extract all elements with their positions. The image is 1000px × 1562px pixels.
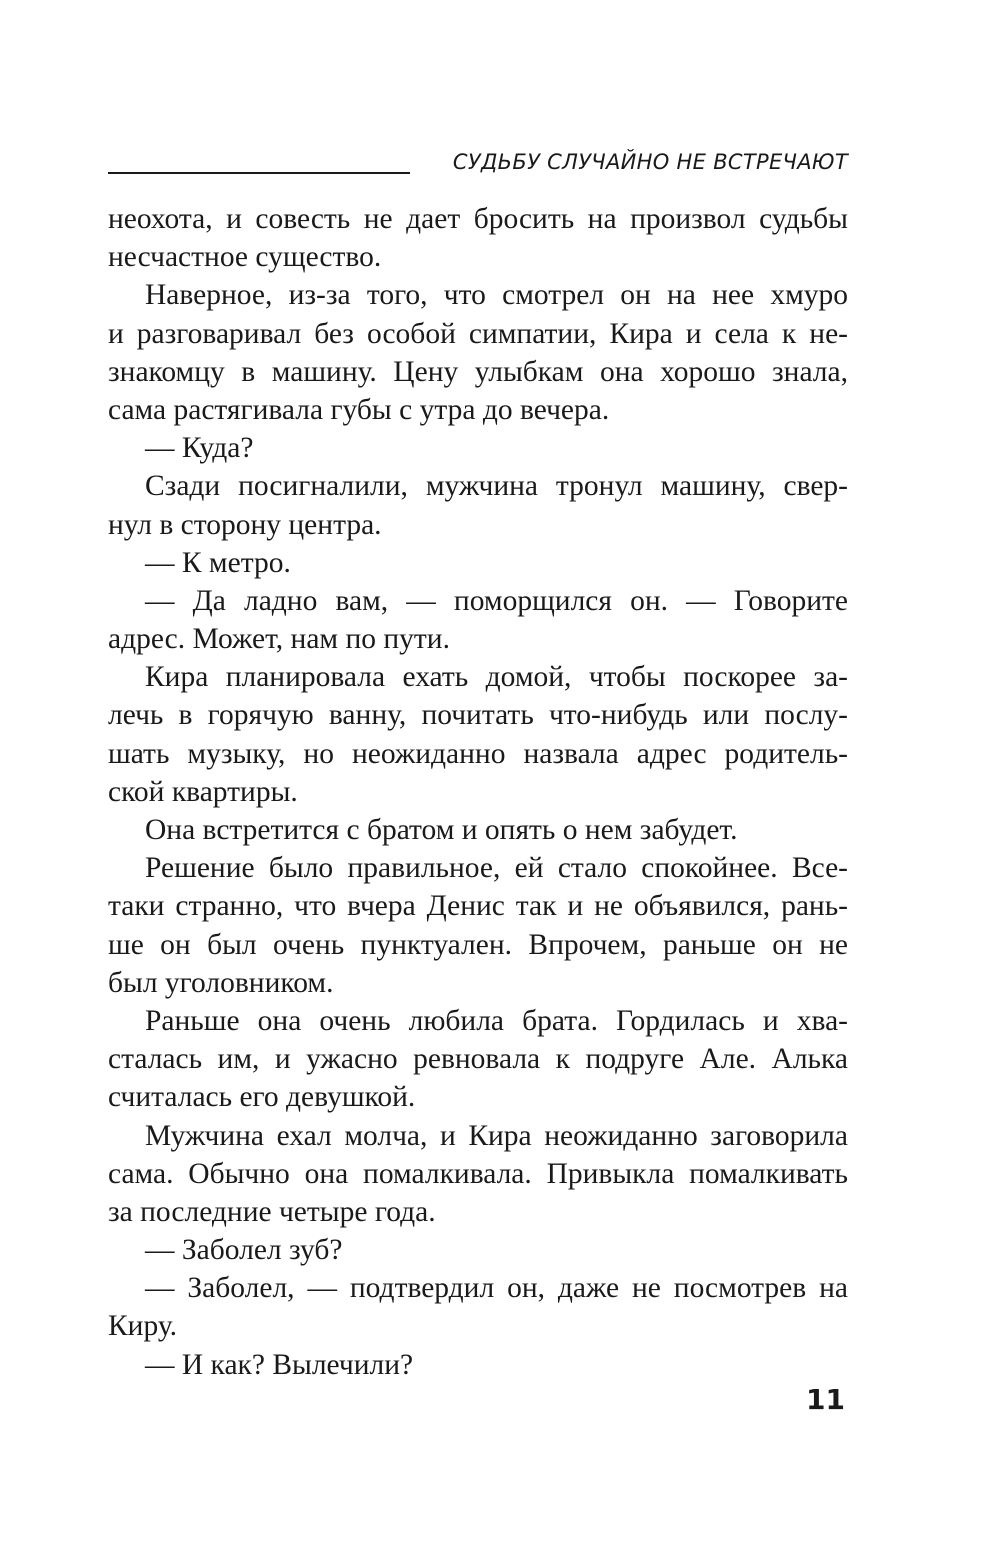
text-line: за последние четыре года.: [108, 1195, 436, 1228]
text-line: — Заболел зуб?: [145, 1234, 343, 1267]
running-header: [108, 148, 848, 178]
text-line: считалась его девушкой.: [108, 1081, 416, 1114]
text-line: несчастное существо.: [108, 241, 382, 274]
text-line: адрес. Может, нам по пути.: [108, 623, 450, 656]
text-line: шать музыку, но неожиданно назвала адрес родитель-: [108, 737, 848, 770]
text-line: сама. Обычно она помалкивала. Привыкла помалкивать: [108, 1157, 848, 1190]
text-line: Раньше она очень любила брата. Гордилась и хва-: [145, 1004, 848, 1037]
text-line: неохота, и совесть не дает бросить на произвол судьбы: [108, 203, 848, 235]
text-line: Киру.: [108, 1310, 177, 1343]
text-line: — Заболел, — подтвердил он, даже не посмотрев на: [145, 1272, 848, 1305]
text-line: Наверное, из-за того, что смотрел он на нее хмуро: [145, 279, 848, 312]
text-line: и разговаривал без особой симпатии, Кира и села к не-: [108, 317, 848, 350]
text-line: — К метро.: [145, 546, 291, 579]
text-line: Она встретится с братом и опять о нем забудет.: [145, 814, 738, 846]
header-rule: [108, 172, 410, 174]
text-line: — Куда?: [145, 432, 254, 465]
text-line: — И как? Вылечили?: [145, 1348, 414, 1381]
text-line: Сзади посигналили, мужчина тронул машину, свер-: [145, 470, 848, 503]
text-line: — Да ладно вам, — поморщился он. — Говорите: [145, 584, 848, 617]
text-line: сама растягивала губы с утра до вечера.: [108, 393, 610, 426]
text-line: Кира планировала ехать домой, чтобы поскорее за-: [145, 661, 848, 694]
body-text: [108, 200, 848, 1384]
page-number: 11: [806, 1383, 845, 1416]
text-line: таки странно, что вчера Денис так и не объявился, рань-: [108, 890, 848, 923]
text-line: сталась им, и ужасно ревновала к подруге Але. Алька: [108, 1043, 848, 1076]
text-line: Мужчина ехал молча, и Кира неожиданно заговорила: [145, 1119, 848, 1152]
text-line: ше он был очень пунктуален. Впрочем, раньше он не: [108, 928, 848, 961]
text-line: был уголовником.: [108, 966, 334, 999]
text-line: знакомцу в машину. Цену улыбкам она хорошо знала,: [108, 355, 848, 388]
text-line: Решение было правильное, ей стало спокойнее. Все-: [145, 852, 848, 885]
text-line: нул в сторону центра.: [108, 508, 382, 541]
text-line: лечь в горячую ванну, почитать что-нибудь или послу-: [108, 699, 848, 732]
text-line: ской квартиры.: [108, 775, 298, 808]
running-title: СУДЬБУ СЛУЧАЙНО НЕ ВСТРЕЧАЮТ: [452, 150, 848, 174]
